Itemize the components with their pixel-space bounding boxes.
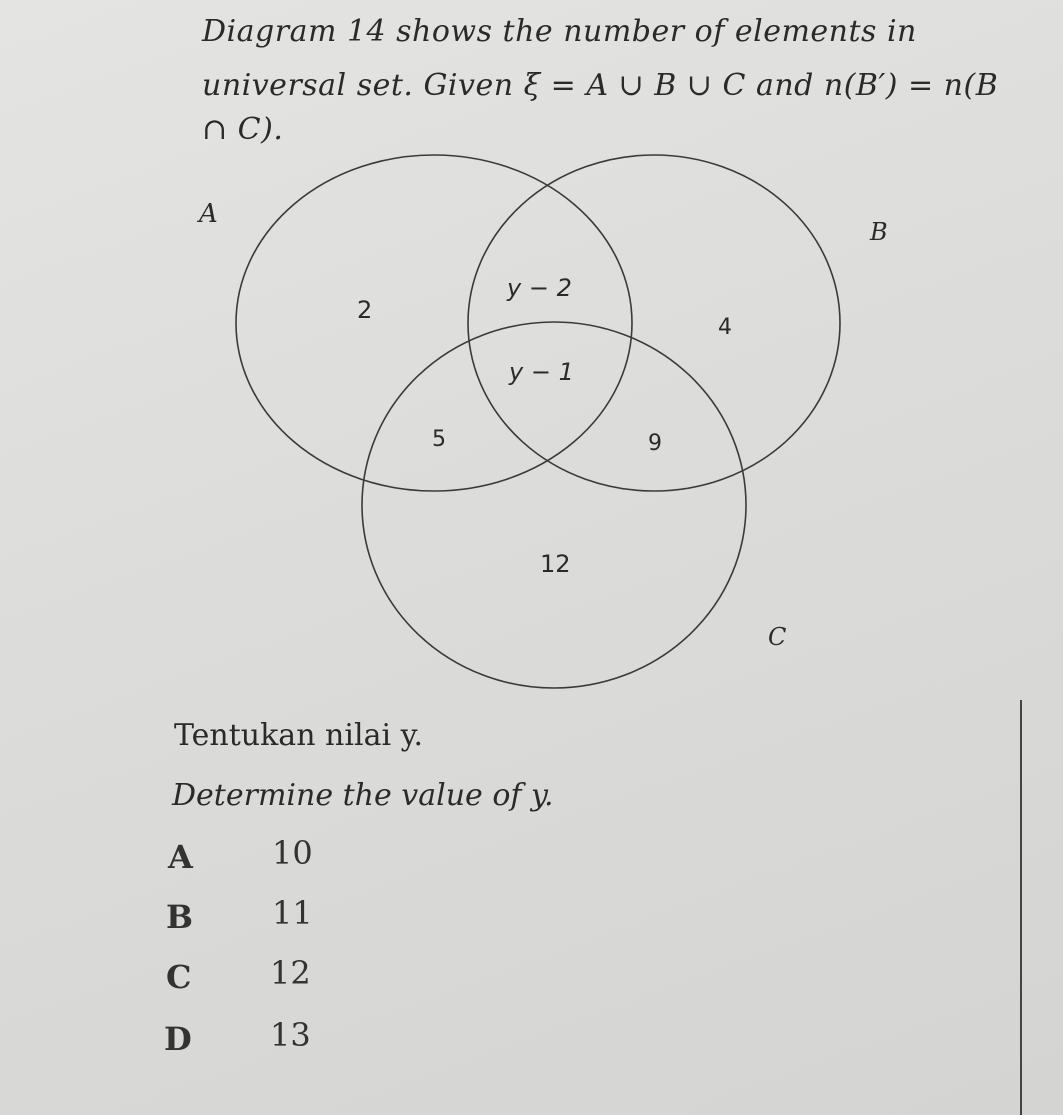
region-a-b-only: y − 2 <box>507 274 572 302</box>
set-b-label: B <box>870 218 888 246</box>
option-d-value[interactable]: 13 <box>270 1016 311 1054</box>
option-b-letter: B <box>166 898 194 936</box>
option-d-letter: D <box>164 1020 192 1058</box>
set-c-label: C <box>768 623 787 651</box>
prompt-english: Determine the value of y. <box>172 778 554 813</box>
set-a-label: A <box>199 199 218 229</box>
option-a-letter: A <box>168 838 193 876</box>
region-c-only: 12 <box>540 550 571 578</box>
question-line-3: ∩ C). <box>202 112 284 147</box>
option-a-value[interactable]: 10 <box>272 834 313 872</box>
question-line-1: Diagram 14 shows the number of elements in <box>202 14 917 49</box>
question-line-2: universal set. Given ξ = A ∪ B ∪ C and n(B′) = n(B <box>202 68 999 103</box>
region-a-b-c: y − 1 <box>509 358 574 386</box>
region-b-c-only: 9 <box>648 431 662 456</box>
option-c-letter: C <box>166 958 192 996</box>
option-c-value[interactable]: 12 <box>270 954 311 992</box>
prompt-malay: Tentukan nilai y. <box>174 718 424 753</box>
region-a-c-only: 5 <box>432 427 446 452</box>
option-b-value[interactable]: 11 <box>272 894 313 932</box>
region-b-only: 4 <box>718 315 732 340</box>
region-a-only: 2 <box>357 296 373 324</box>
